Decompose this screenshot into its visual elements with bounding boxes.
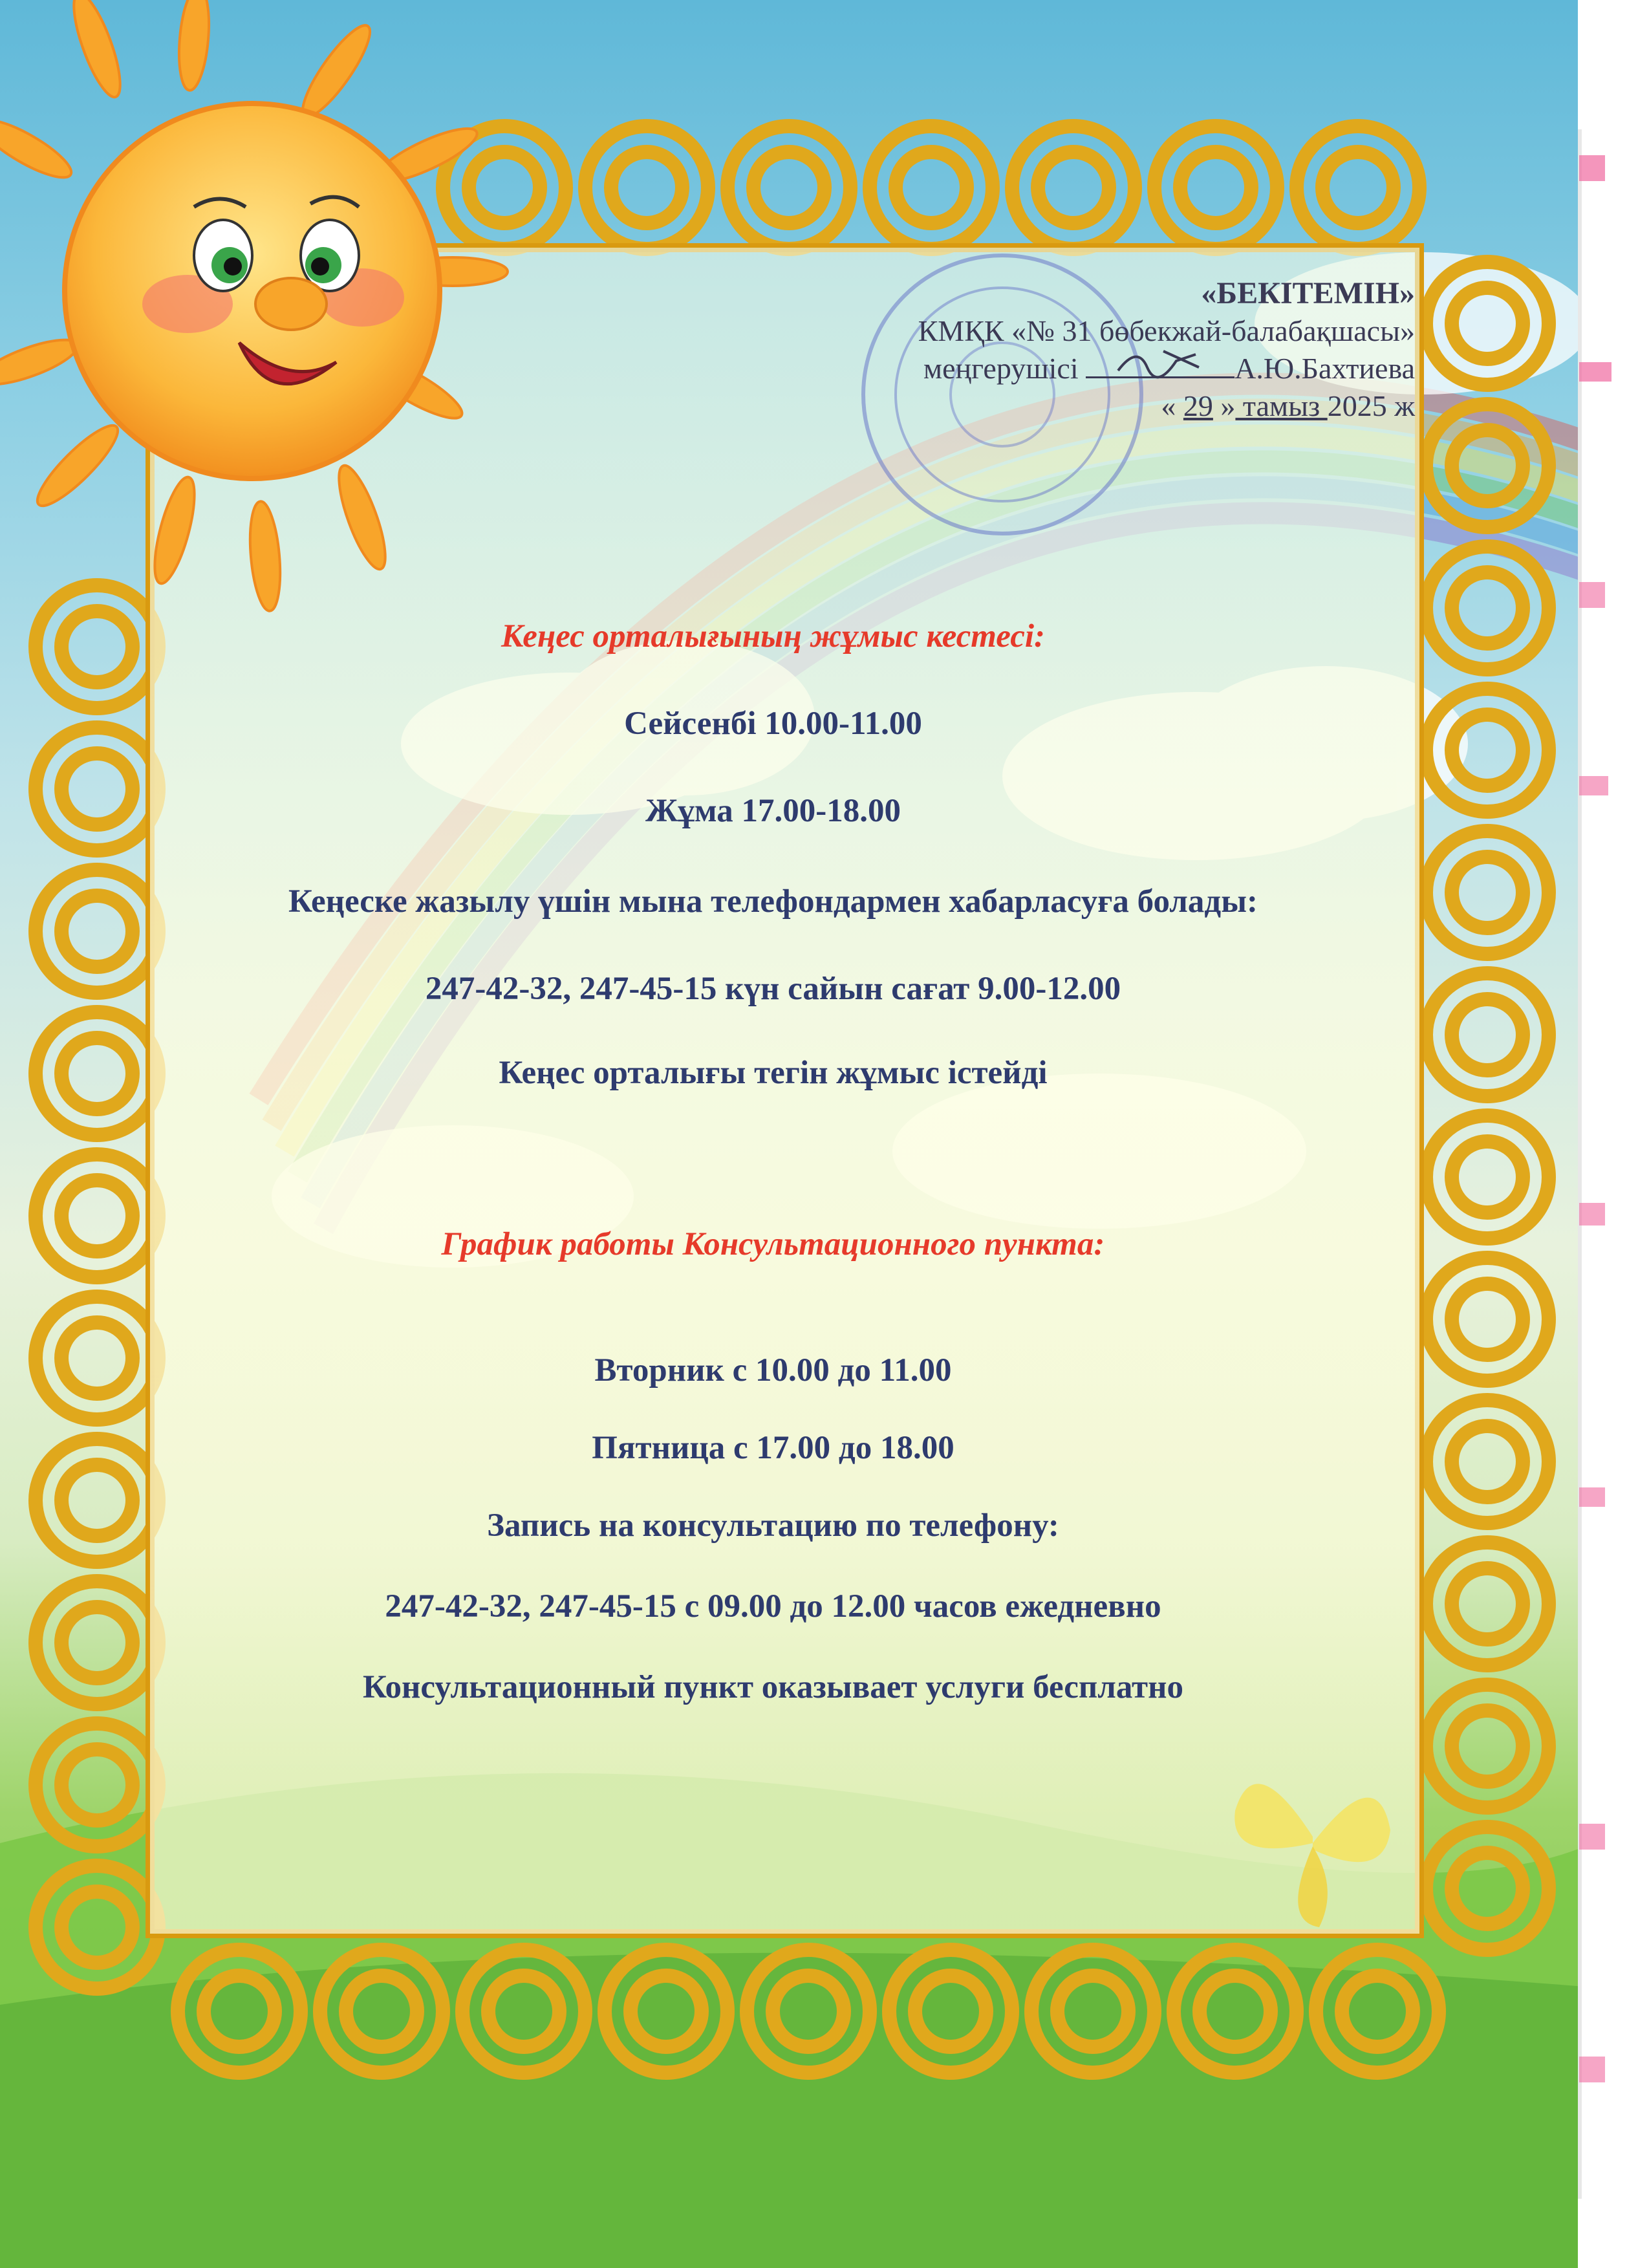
russian-line-2: Пятница с 17.00 до 18.00 bbox=[592, 1430, 954, 1466]
sun-illustration bbox=[0, 0, 517, 647]
signature-icon bbox=[1086, 341, 1234, 380]
approval-block bbox=[833, 275, 1415, 425]
butterfly-icon bbox=[1216, 1733, 1410, 1940]
kazakh-line-5: Кеңес орталығы тегін жұмыс істейді bbox=[499, 1055, 1048, 1091]
approval-signatory bbox=[833, 350, 1415, 387]
russian-heading: График работы Консультационного пункта: bbox=[441, 1226, 1105, 1262]
date-close-quote: » bbox=[1212, 389, 1236, 422]
russian-line-3: Запись на консультацию по телефону: bbox=[487, 1507, 1059, 1544]
date-month: тамыз bbox=[1235, 389, 1328, 422]
kazakh-line-1: Сейсенбі 10.00-11.00 bbox=[624, 706, 922, 742]
approval-date bbox=[833, 387, 1415, 425]
kazakh-line-3: Кеңеске жазылу үшін мына телефондармен хабарласуға болады: bbox=[288, 883, 1258, 920]
approval-title: «БЕКІТЕМІН» bbox=[1201, 276, 1415, 310]
russian-line-4: 247-42-32, 247-45-15 с 09.00 до 12.00 часов ежедневно bbox=[385, 1588, 1161, 1625]
date-open-quote: « bbox=[1161, 389, 1183, 422]
kazakh-line-4: 247-42-32, 247-45-15 күн сайын сағат 9.00-12.00 bbox=[425, 971, 1121, 1007]
approval-org: КМҚК «№ 31 бөбекжай-балабақшасы» bbox=[918, 314, 1415, 347]
kazakh-heading: Кеңес орталығының жұмыс кестесі: bbox=[501, 618, 1046, 654]
scan-edge-marks bbox=[1578, 0, 1649, 2268]
russian-line-5: Консультационный пункт оказывает услуги бесплатно bbox=[363, 1669, 1183, 1705]
signature-line bbox=[1086, 354, 1234, 378]
date-year: 2025 ж bbox=[1327, 389, 1415, 422]
head-name: А.Ю.Бахтиева bbox=[1234, 352, 1415, 385]
date-day: 29 bbox=[1183, 389, 1213, 422]
kazakh-line-2: Жұма 17.00-18.00 bbox=[645, 793, 901, 829]
position-label: меңгерушісі bbox=[923, 352, 1079, 385]
russian-line-1: Вторник с 10.00 до 11.00 bbox=[594, 1352, 952, 1388]
